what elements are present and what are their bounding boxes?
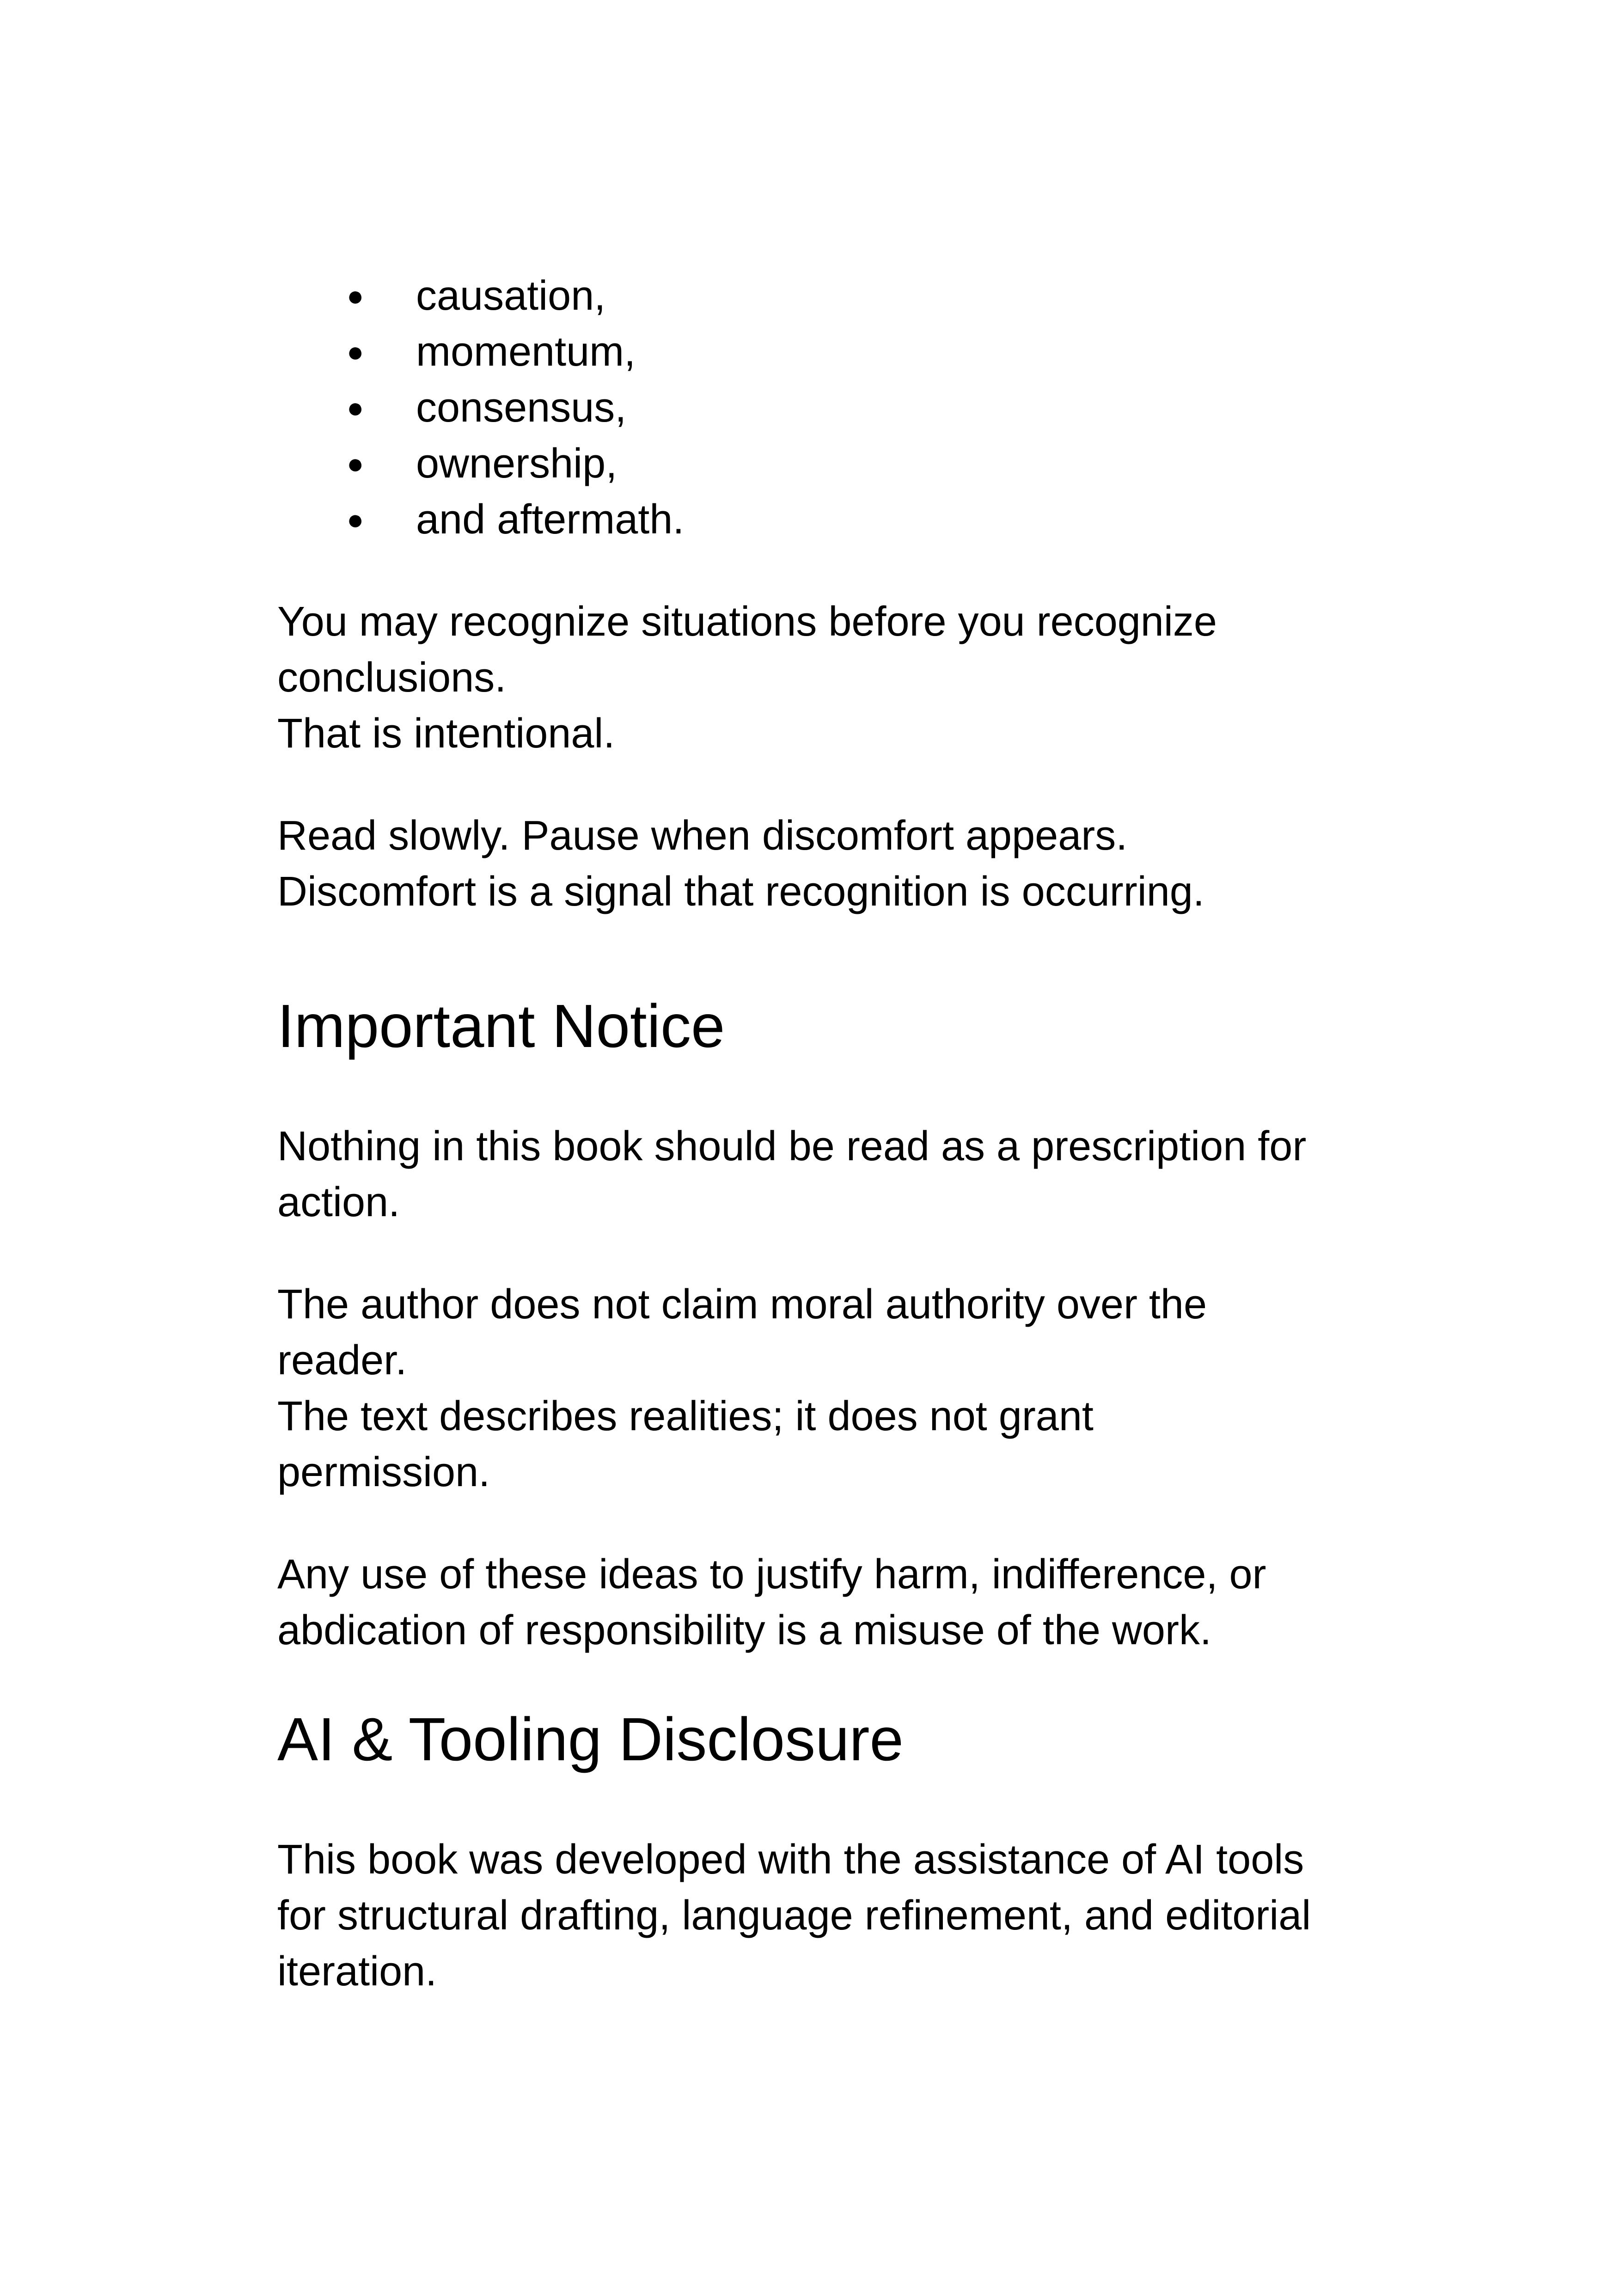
text-line: Read slowly. Pause when discomfort appears. xyxy=(277,813,1128,859)
bullet-icon: ● xyxy=(347,448,364,480)
notice-paragraph-misuse xyxy=(277,1547,1377,1659)
intro-paragraph-read-slowly xyxy=(277,808,1377,920)
list-item xyxy=(277,380,1377,436)
list-item xyxy=(277,268,1377,324)
list-item-text: consensus, xyxy=(416,385,627,431)
list-item-text: momentum, xyxy=(416,329,636,375)
important-notice-heading: Important Notice xyxy=(277,992,725,1060)
text-line: The text describes realities; it does not grant xyxy=(277,1393,1094,1439)
text-line: Nothing in this book should be read as a prescription for xyxy=(277,1123,1307,1169)
text-line: reader. xyxy=(277,1337,407,1384)
page-content xyxy=(277,268,1377,2000)
notice-paragraph-prescription xyxy=(277,1119,1377,1231)
text-line: abdication of responsibility is a misuse of the work. xyxy=(277,1607,1211,1653)
list-item-text: ownership, xyxy=(416,441,617,487)
text-line: This book was developed with the assistance of AI tools xyxy=(277,1837,1304,1883)
text-line: Discomfort is a signal that recognition is occurring. xyxy=(277,869,1204,915)
text-line: conclusions. xyxy=(277,655,507,701)
list-item xyxy=(277,492,1377,548)
bullet-icon: ● xyxy=(347,336,364,368)
notice-paragraph-authority xyxy=(277,1277,1377,1500)
disclosure-paragraph xyxy=(277,1832,1377,2000)
text-line: action. xyxy=(277,1179,400,1225)
list-item-text: and aftermath. xyxy=(416,496,685,543)
text-line: for structural drafting, language refinement, and editorial xyxy=(277,1892,1311,1939)
bullet-icon: ● xyxy=(347,392,364,424)
text-line: iteration. xyxy=(277,1948,437,1995)
list-item xyxy=(277,436,1377,492)
text-line: The author does not claim moral authority over the xyxy=(277,1281,1207,1328)
bullet-icon: ● xyxy=(347,504,364,536)
intro-paragraph-recognition xyxy=(277,594,1377,762)
text-line: You may recognize situations before you recognize xyxy=(277,599,1217,645)
text-line: That is intentional. xyxy=(277,710,615,757)
list-item-text: causation, xyxy=(416,273,606,319)
list-item xyxy=(277,324,1377,380)
intro-bullet-list xyxy=(277,268,1377,548)
text-line: permission. xyxy=(277,1449,490,1495)
ai-disclosure-heading: AI & Tooling Disclosure xyxy=(277,1705,904,1773)
text-line: Any use of these ideas to justify harm, indifference, or xyxy=(277,1551,1266,1598)
bullet-icon: ● xyxy=(347,280,364,312)
